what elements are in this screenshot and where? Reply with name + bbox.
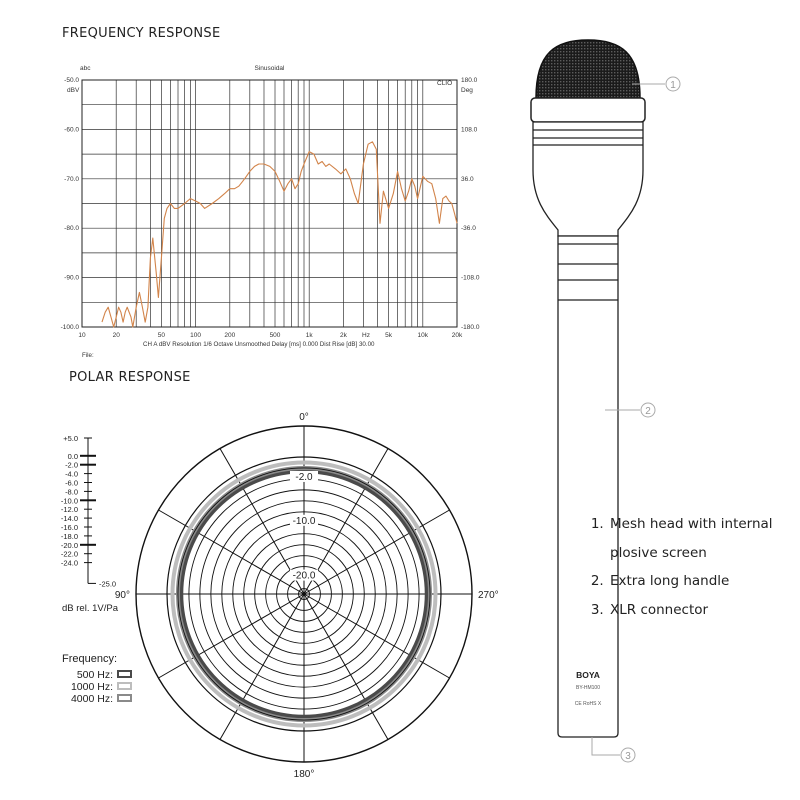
feature-item: 2. Extra long handle (608, 567, 773, 596)
frequency-response-chart (0, 0, 480, 370)
y-tick-label: -90.0 (64, 274, 79, 282)
angle-label: 0° (299, 412, 309, 423)
db-scale (80, 438, 96, 583)
scale-label: -10.0 (60, 496, 78, 506)
x-tick-label: 20 (112, 332, 120, 339)
y-axis-unit-right: Deg (461, 86, 473, 94)
scale-label: -25.0 (99, 579, 117, 589)
x-tick-label: 20k (451, 332, 463, 339)
callout-number-1: 1 (670, 80, 676, 91)
legend-swatch (118, 671, 131, 677)
scale-label: -18.0 (60, 531, 78, 541)
callout-line-3 (592, 737, 620, 755)
y-tick-label: -80.0 (64, 225, 79, 233)
chart-grid (82, 80, 457, 327)
mesh-head (531, 40, 645, 122)
corner-label-left: abc (80, 65, 91, 72)
angle-label: 90° (114, 590, 130, 601)
chart-footer: CH A dBV Resolution 1/6 Octave Unsmoothed Delay [ms] 0.000 Dist Rise [dB] 30.00 (143, 341, 375, 348)
scale-label: -16.0 (60, 523, 78, 532)
callout-number-3: 3 (625, 751, 631, 762)
scale-label: 0.0 (67, 451, 78, 461)
scale-label: -24.0 (60, 558, 78, 568)
scale-label: -2.0 (65, 460, 78, 470)
x-tick-label: 5k (385, 332, 393, 339)
x-tick-label: 10 (78, 332, 86, 339)
ring-label: -2.0 (295, 471, 313, 483)
x-tick-label: 1k (305, 332, 313, 339)
microphone-body (533, 122, 643, 737)
y-axis-unit-left: dBV (67, 86, 80, 94)
y-right-tick-label: 36.0 (461, 175, 474, 183)
file-label: File: (82, 352, 94, 359)
scale-label: -12.0 (60, 505, 78, 515)
scale-label: -6.0 (65, 478, 78, 488)
scale-unit-label: dB rel. 1V/Pa (62, 603, 118, 614)
y-right-tick-label: -36.0 (461, 225, 476, 233)
legend-swatch (118, 683, 131, 689)
scale-label: -8.0 (65, 487, 78, 497)
y-right-tick-label: 108.0 (461, 126, 478, 134)
x-tick-label: 500 (269, 332, 281, 339)
legend-label: 500 Hz: (76, 669, 113, 681)
feature-item: 1. Mesh head with internal plosive screen (608, 510, 773, 567)
legend-title: Frequency: (62, 653, 118, 665)
y-right-tick-label: 180.0 (461, 77, 478, 84)
scale-label: -4.0 (65, 469, 78, 479)
polar-response-chart (0, 410, 520, 800)
y-tick-label: -70.0 (64, 175, 79, 183)
scale-label: +5.0 (63, 434, 78, 443)
callout-number-2: 2 (645, 406, 651, 417)
y-right-tick-label: -108.0 (461, 274, 480, 282)
y-tick-label: -60.0 (64, 126, 79, 134)
scale-label: -22.0 (60, 549, 78, 559)
angle-label: 180° (293, 769, 315, 780)
x-tick-label: 100 (190, 332, 202, 339)
scale-label: -14.0 (60, 514, 78, 524)
y-right-tick-label: -180.0 (461, 324, 480, 331)
legend-label: 1000 Hz: (70, 681, 113, 693)
y-tick-label: -50.0 (64, 77, 79, 84)
chart-title: Sinusoidal (254, 65, 285, 72)
scale-label: -20.0 (60, 540, 78, 550)
angle-label: 270° (478, 590, 499, 601)
feature-list (585, 510, 773, 624)
brand-logo: BOYA (576, 670, 600, 680)
x-tick-label: 50 (157, 332, 166, 339)
corner-label-right: CLIO (437, 80, 453, 87)
legend-label: 4000 Hz: (70, 693, 113, 705)
ring-label: -10.0 (292, 515, 316, 527)
x-tick-label: 200 (224, 332, 236, 339)
x-tick-label: 10k (417, 332, 429, 339)
feature-item: 3. XLR connector (608, 596, 773, 625)
y-tick-label: -100.0 (60, 324, 79, 331)
certification-marks: CE RoHS X (574, 701, 602, 707)
frequency-response-curve (102, 142, 457, 327)
legend-swatch (118, 695, 131, 701)
frequency-response-heading: FREQUENCY RESPONSE (62, 26, 221, 41)
x-tick-label: 2k (339, 332, 347, 339)
model-label: BY-HM100 (576, 685, 600, 691)
x-axis-unit: Hz (362, 332, 370, 339)
ring-label: -20.0 (292, 570, 316, 582)
microphone-illustration (500, 0, 800, 800)
polar-response-heading: POLAR RESPONSE (69, 370, 191, 385)
